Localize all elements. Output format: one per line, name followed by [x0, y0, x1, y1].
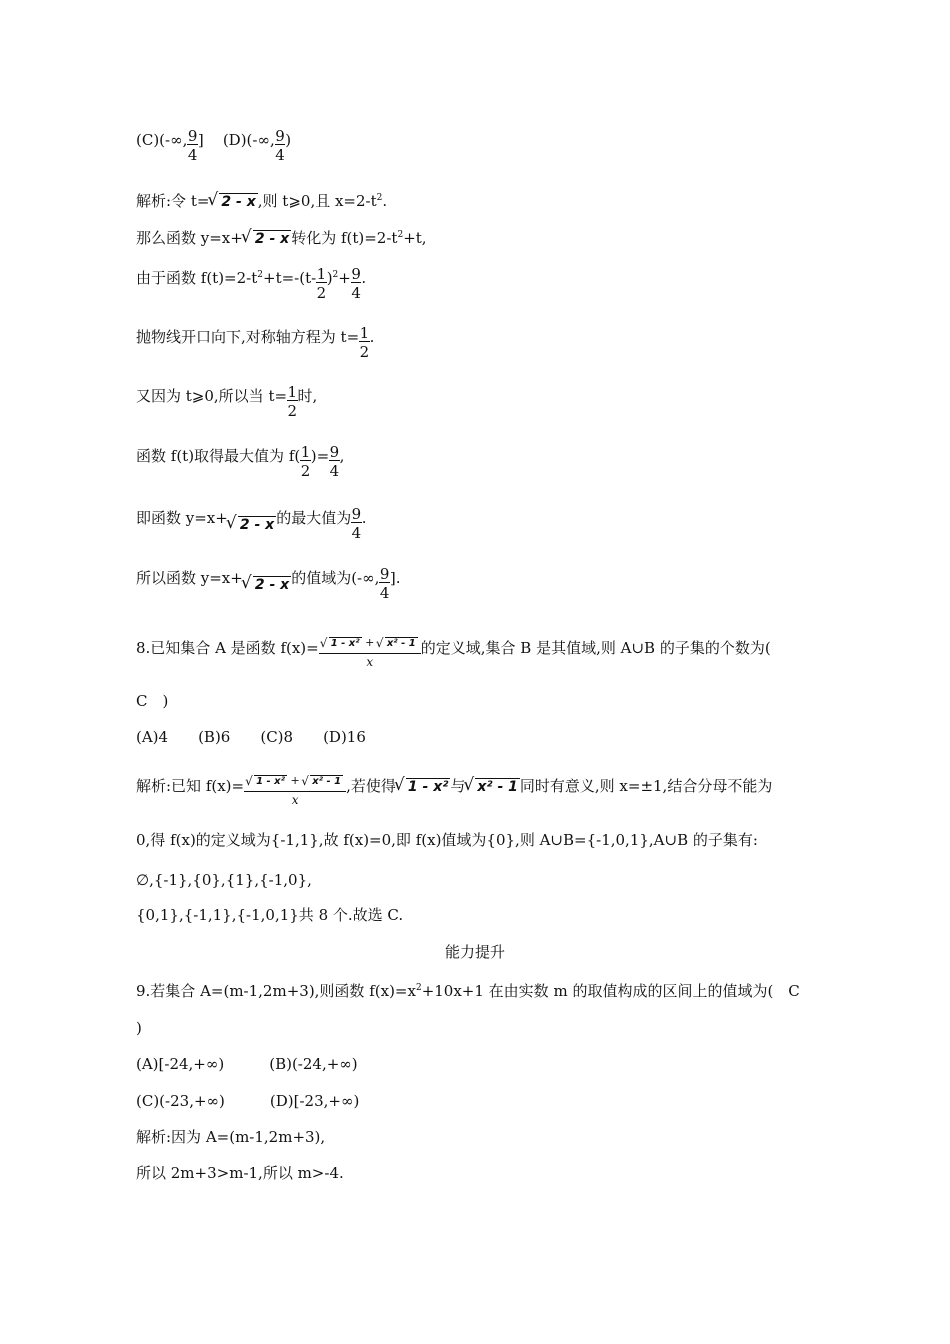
solution-line: 解析:令 t=√ 2 - x ,则 t⩾0,且 $x=2-t^2$.: [136, 188, 387, 212]
solution-line: 那么函数 y=x+√ 2 - x 转化为 $f(t)=2-t^2+t$,: [136, 225, 427, 249]
question-9-options: (A)[-24,+∞) (B)(-24,+∞): [136, 1055, 358, 1073]
solution-line: 所以函数 y=x+√ 2 - x 的值域为(-∞, $\frac{9}{4}$ ].: [136, 568, 401, 589]
solution-8-line: {0,1},{-1,1},{-1,0,1}共 8 个.故选 C.: [136, 906, 404, 924]
question-9-stem-end: ): [136, 1019, 142, 1037]
function-fraction: √ 1 - x² + √ x² - 1 x: [319, 632, 421, 670]
question-8-options: (A)4 (B)6 (C)8 (D)16: [136, 728, 366, 746]
sqrt-expression: √ x² - 1: [465, 777, 519, 797]
fraction: $\frac{1}{2}$: [359, 324, 370, 361]
option-d-text: (D)(-∞,: [222, 131, 275, 149]
sqrt-expression: √ 1 - x²: [396, 777, 450, 797]
question-8-stem: 8.已知集合 A 是函数 f(x)= √ 1 - x² + √ x² - 1 x 的定义域,集合 B 是其值域,则 A∪B 的子集的个数为(: [136, 630, 771, 668]
sqrt-expression: √ 2 - x: [209, 192, 257, 212]
fraction: $\frac{1}{2}$: [287, 383, 298, 420]
solution-9-line: 解析:因为 A=(m-1,2m+3),: [136, 1128, 326, 1146]
solution-line: 由于函数 $f(t)=2-t^2+t=-(t-$ $\frac{1}{2}$ )$^2$+ $\frac{9}{4}$ .: [136, 265, 367, 302]
question-8-answer: C ): [136, 692, 169, 710]
fraction: $\frac{1}{2}$: [316, 265, 327, 302]
fraction: $\frac{9}{4}$: [351, 265, 361, 302]
fraction: $\frac{9}{4}$: [187, 127, 198, 164]
question-9-options: (C)(-23,+∞) (D)[-23,+∞): [136, 1092, 360, 1110]
options-cd-line: (C)(-∞, $\frac{9}{4}$ ] (D)(-∞, $\frac{9}{4}$ ): [136, 127, 292, 164]
section-heading: 能力提升: [444, 943, 505, 961]
fraction: $\frac{9}{4}$: [351, 505, 362, 542]
solution-line: 函数 f(t)取得最大值为 f( $\frac{1}{2}$ )= $\frac{9}{4}$ ,: [136, 443, 345, 480]
fraction: $\frac{9}{4}$: [329, 443, 340, 480]
option-c-text: (C)(-∞,: [136, 131, 188, 149]
sqrt-expression: √ 2 - x: [228, 515, 276, 535]
fraction: $\frac{9}{4}$: [275, 127, 285, 164]
sqrt-expression: √ 2 - x: [243, 575, 291, 595]
solution-9-line: 所以 2m+3>m-1,所以 m>-4.: [136, 1164, 344, 1182]
solution-8-line: 解析:已知 f(x)= √ 1 - x² + √ x² - 1 x ,若使得√ 1 - x² 与√ x² - 1 同时有意义,则 x=±1,结合分母不能为: [136, 768, 772, 806]
question-9-stem: 9.若集合 A=(m-1,2m+3),则函数 $f(x)=x^2+10x+1$ 在由实数 m 的取值构成的区间上的值域为( C: [136, 982, 800, 1000]
function-fraction: √ 1 - x² + √ x² - 1 x: [244, 770, 346, 808]
solution-line: 即函数 y=x+√ 2 - x 的最大值为 $\frac{9}{4}$ .: [136, 508, 366, 529]
solution-8-line: 0,得 f(x)的定义域为{-1,1},故 f(x)=0,即 f(x)值域为{0},则 A∪B={-1,0,1},A∪B 的子集有:: [136, 831, 758, 849]
solution-line: 抛物线开口向下,对称轴方程为 t= $\frac{1}{2}$ .: [136, 324, 375, 361]
fraction: $\frac{1}{2}$: [300, 443, 311, 480]
fraction: $\frac{9}{4}$: [379, 565, 390, 602]
solution-8-line: ∅,{-1},{0},{1},{-1,0},: [136, 871, 312, 889]
sqrt-expression: √ 2 - x: [243, 229, 291, 249]
solution-line: 又因为 t⩾0,所以当 t= $\frac{1}{2}$ 时,: [136, 383, 318, 420]
